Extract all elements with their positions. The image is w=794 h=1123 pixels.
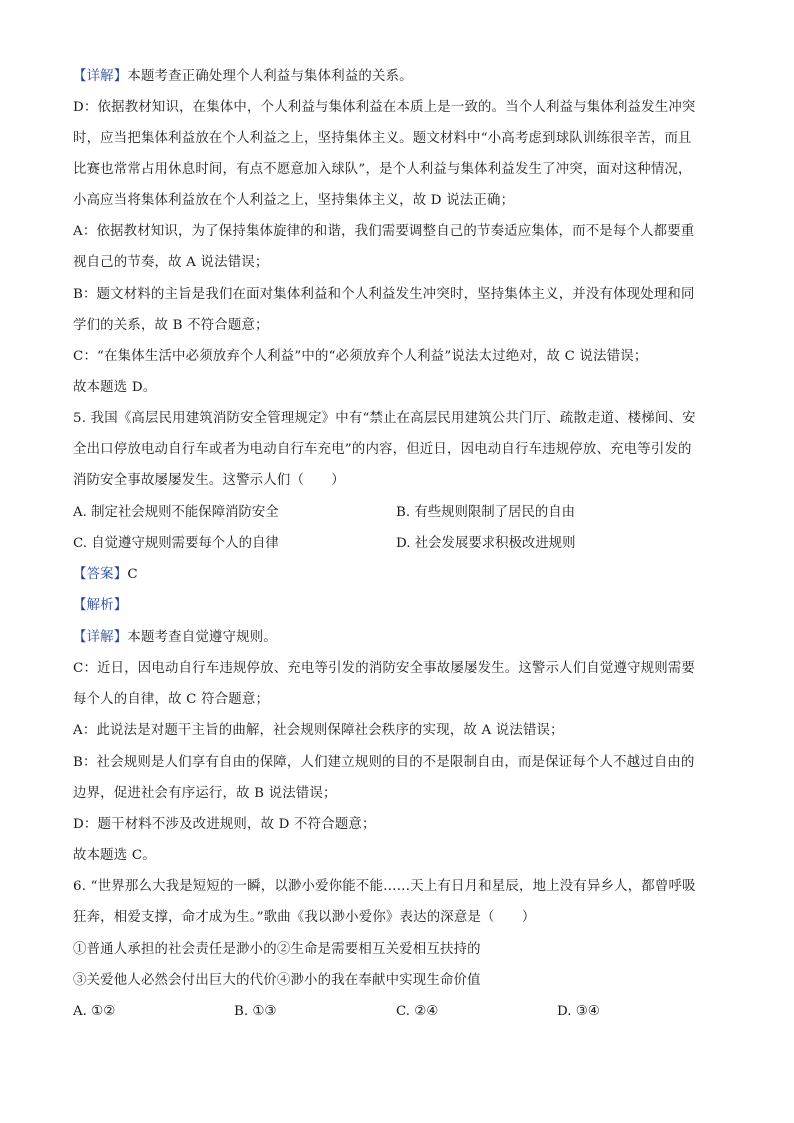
q6-option-b: B. ①③	[234, 1004, 277, 1019]
q4-detail-text: 本题考查正确处理个人利益与集体利益的关系。	[127, 69, 413, 84]
q4-detail-line	[73, 68, 733, 86]
q4-conclusion: 故本题选 D。	[73, 380, 157, 395]
q5-b-line-1: B：社会规则是人们享有自由的保障，人们建立规则的目的不是限制自由，而是保证每个人不越过自由的	[73, 755, 695, 770]
q4-a-line-2: 视自己的节奏，故 A 说法错误；	[73, 255, 269, 270]
q6-stem-line-1: 6. “世界那么大我是短短的一瞬，以渺小爱你能不能……天上有日月和星辰，地上没有异乡人，都曾呼吸	[73, 879, 696, 894]
q6-statement-line-1: ①普通人承担的社会责任是渺小的②生命是需要相互关爱相互扶持的	[73, 942, 481, 957]
q5-option-b: B. 有些规则限制了居民的自由	[396, 505, 576, 520]
q5-a-line: A：此说法是对题干主旨的曲解，社会规则保障社会秩序的实现，故 A 说法错误；	[73, 723, 564, 738]
q5-detail-line	[73, 629, 733, 647]
q4-detail-tag: 【详解】	[73, 69, 128, 84]
q5-option-d: D. 社会发展要求积极改进规则	[396, 536, 576, 551]
q5-option-c: C. 自觉遵守规则需要每个人的自律	[73, 536, 279, 551]
q5-c-line-2: 每个人的自律，故 C 符合题意；	[73, 692, 270, 707]
q5-detail-text: 本题考查自觉遵守规则。	[127, 630, 277, 645]
q4-b-line-2: 学们的关系，故 B 不符合题意；	[73, 318, 269, 333]
q5-conclusion: 故本题选 C。	[73, 848, 156, 863]
q5-stem-line-1: 5. 我国《高层民用建筑消防安全管理规定》中有“禁止在高层民用建筑公共门厅、疏散走道、楼梯间、安	[73, 411, 696, 426]
q4-a-line-1: A：依据教材知识，为了保持集体旋律的和谐，我们需要调整自己的节奏适应集体，而不是每个人都要重	[73, 224, 695, 239]
q5-answer-value: C	[127, 567, 138, 582]
q5-answer-tag: 【答案】	[73, 567, 128, 582]
q6-option-d: D. ③④	[557, 1004, 600, 1019]
q5-c-line-1: C：近日，因电动自行车违规停放、充电等引发的消防安全事故屡屡发生。这警示人们自觉遵守规则需要	[73, 661, 696, 676]
q4-d-line-4: 小高应当将集体利益放在个人利益之上，坚持集体主义，故 D 说法正确；	[73, 193, 515, 208]
q5-analysis-line	[73, 597, 733, 615]
q5-analysis-tag: 【解析】	[73, 598, 128, 613]
q5-answer-line	[73, 566, 733, 584]
q4-d-line-1: D：依据教材知识，在集体中，个人利益与集体利益在本质上是一致的。当个人利益与集体利益发生冲突	[73, 100, 696, 115]
q4-d-line-3: 比赛也常常占用休息时间，有点不愿意加入球队”，是个人利益与集体利益发生了冲突，面对这种情况，	[73, 162, 692, 177]
q5-stem-line-3: 消防安全事故屡屡发生。这警示人们（ ）	[73, 473, 345, 488]
q4-b-line-1: B：题文材料的主旨是我们在面对集体利益和个人利益发生冲突时，坚持集体主义，并没有体现处理和同	[73, 287, 695, 302]
q5-stem-line-2: 全出口停放电动自行车或者为电动自行车充电”的内容，但近日，因电动自行车违规停放、充电等引发的	[73, 442, 692, 457]
q4-c-line: C：“在集体生活中必须放弃个人利益”中的“必须放弃个人利益”说法太过绝对，故 C 说法错误；	[73, 349, 648, 364]
q6-option-a: A. ①②	[73, 1004, 116, 1019]
q5-d-line: D：题干材料不涉及改进规则，故 D 不符合题意；	[73, 817, 376, 832]
q4-d-line-2: 时，应当把集体利益放在个人利益之上，坚持集体主义。题文材料中“小高考虑到球队训练很辛苦，而且	[73, 131, 692, 146]
q5-option-a: A. 制定社会规则不能保障消防安全	[73, 505, 279, 520]
q5-b-line-2: 边界，促进社会有序运行，故 B 说法错误；	[73, 786, 337, 801]
q6-statement-line-2: ③关爱他人必然会付出巨大的代价④渺小的我在奉献中实现生命价值	[73, 973, 481, 988]
q6-stem-line-2: 狂奔，相爱支撑，命才成为生。”歌曲《我以渺小爱你》表达的深意是（ ）	[73, 910, 536, 925]
q5-detail-tag: 【详解】	[73, 630, 128, 645]
q6-option-c: C. ②④	[396, 1004, 439, 1019]
